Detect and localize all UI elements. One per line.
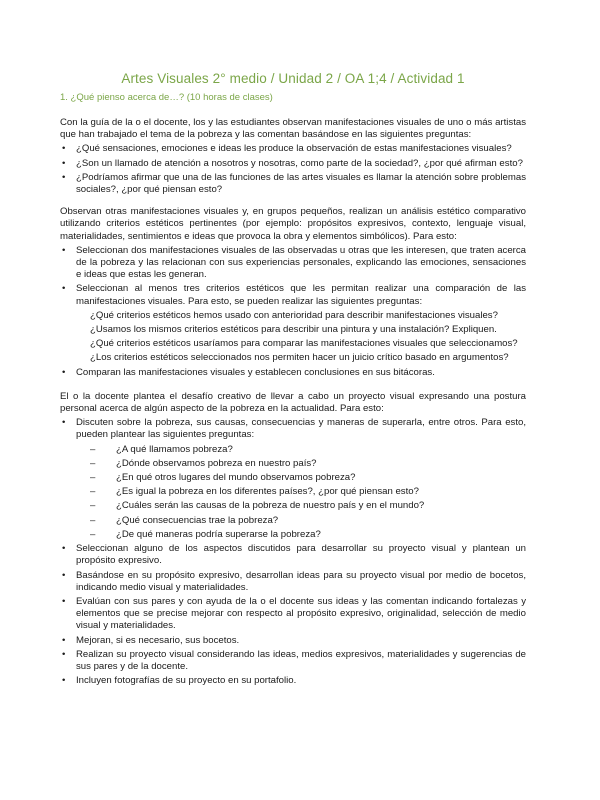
sub-list-item: – ¿Es igual la pobreza en los diferentes países?, ¿por qué piensan esto?	[76, 486, 526, 498]
list-item-text: Discuten sobre la pobreza, sus causas, consecuencias y maneras de superarla, entre otros. Para esto, pueden plantear las siguientes preguntas:	[76, 417, 526, 441]
list-item: • Incluyen fotografías de su proyecto en su portafolio.	[60, 675, 526, 687]
list-item: • Mejoran, si es necesario, sus bocetos.	[60, 635, 526, 647]
sub-list-item: ¿Usamos los mismos criterios estéticos para describir una pintura y una instalación? Expliquen.	[90, 324, 497, 336]
sub-list-item: ¿Qué criterios estéticos hemos usado con anterioridad para describir manifestaciones visuales?	[90, 309, 498, 321]
section2-intro: Observan otras manifestaciones visuales y, en grupos pequeños, realizan un análisis estético comparativo utilizando criterios estéticos pertinentes (por ejemplo: propósitos expresivos, contexto, lenguaje visual, materialidades, sentimientos e ideas que provoca la obra y elementos simbólicos). Para esto:	[60, 206, 526, 242]
list-item: • Basándose en su propósito expresivo, desarrollan ideas para su proyecto visual por medio de bocetos, indicando medio visual y materialidades.	[60, 570, 526, 594]
sub-list-item: – ¿A qué llamamos pobreza?	[76, 444, 526, 456]
list-item: • Seleccionan alguno de los aspectos discutidos para desarrollar su proyecto visual y plantean un propósito expresivo.	[60, 543, 526, 567]
list-item: • ¿Qué sensaciones, emociones e ideas les produce la observación de estas manifestaciones visuales?	[60, 143, 526, 155]
list-item: • ¿Podríamos afirmar que una de las funciones de las artes visuales es llamar la atención sobre problemas sociales?, ¿por qué piensan esto?	[60, 172, 526, 196]
list-item: • Comparan las manifestaciones visuales y establecen conclusiones en sus bitácoras.	[60, 367, 526, 379]
list-item: • ¿Son un llamado de atención a nosotros y nosotras, como parte de la sociedad?, ¿por qué afirman esto?	[60, 158, 526, 170]
list-item	[60, 283, 526, 364]
section3-intro: El o la docente plantea el desafío creativo de llevar a cabo un proyecto visual expresando una postura personal acerca de algún aspecto de la pobreza en la actualidad. Para esto:	[60, 390, 526, 415]
section2-sub-questions	[76, 310, 526, 365]
section1-questions-list	[60, 143, 526, 196]
sub-list-item: – ¿Dónde observamos pobreza en nuestro país?	[76, 458, 526, 470]
sub-list-item: ¿Los criterios estéticos seleccionados nos permiten hacer un juicio crítico basado en argumentos?	[90, 352, 509, 364]
list-item: • Evalúan con sus pares y con ayuda de la o el docente sus ideas y las comentan indicando fortalezas y elementos que se precise mejorar con respecto al propósito expresivo, originalidad, selección de medio visual y materialidades.	[60, 596, 526, 633]
activity-subtitle: 1. ¿Qué pienso acerca de…? (10 horas de clases)	[60, 92, 273, 103]
sub-list-item: ¿Qué criterios estéticos usaríamos para comparar las manifestaciones visuales que seleccionamos?	[90, 338, 518, 350]
section2-list	[60, 245, 526, 379]
list-item: • Realizan su proyecto visual considerando las ideas, medios expresivos, materialidades y sugerencias de sus pares y de la docente.	[60, 649, 526, 673]
section3-list	[60, 417, 526, 687]
section3-sub-questions	[76, 444, 526, 541]
list-item: • Seleccionan dos manifestaciones visuales de las observadas u otras que les interesen, que traten acerca de la pobreza y las relacionan con sus experiencias personales, explicando las emociones, sensaciones e ideas que estas les generan.	[60, 245, 526, 282]
sub-list-item: – ¿Qué consecuencias trae la pobreza?	[76, 515, 526, 527]
section1-intro: Con la guía de la o el docente, los y las estudiantes observan manifestaciones visuales de uno o más artistas que han trabajado el tema de la pobreza y las comentan basándose en las siguientes preguntas:	[60, 117, 526, 141]
list-item	[60, 417, 526, 541]
list-item-text: Seleccionan al menos tres criterios estéticos que les permitan realizar una comparación de las manifestaciones visuales. Para esto, se pueden realizar las siguientes preguntas:	[76, 283, 526, 307]
sub-list-item: – ¿De qué maneras podría superarse la pobreza?	[76, 529, 526, 541]
sub-list-item: – ¿En qué otros lugares del mundo observamos pobreza?	[76, 472, 526, 484]
sub-list-item: – ¿Cuáles serán las causas de la pobreza de nuestro país y en el mundo?	[76, 500, 526, 512]
document-title: Artes Visuales 2° medio / Unidad 2 / OA 1;4 / Actividad 1	[121, 71, 465, 86]
